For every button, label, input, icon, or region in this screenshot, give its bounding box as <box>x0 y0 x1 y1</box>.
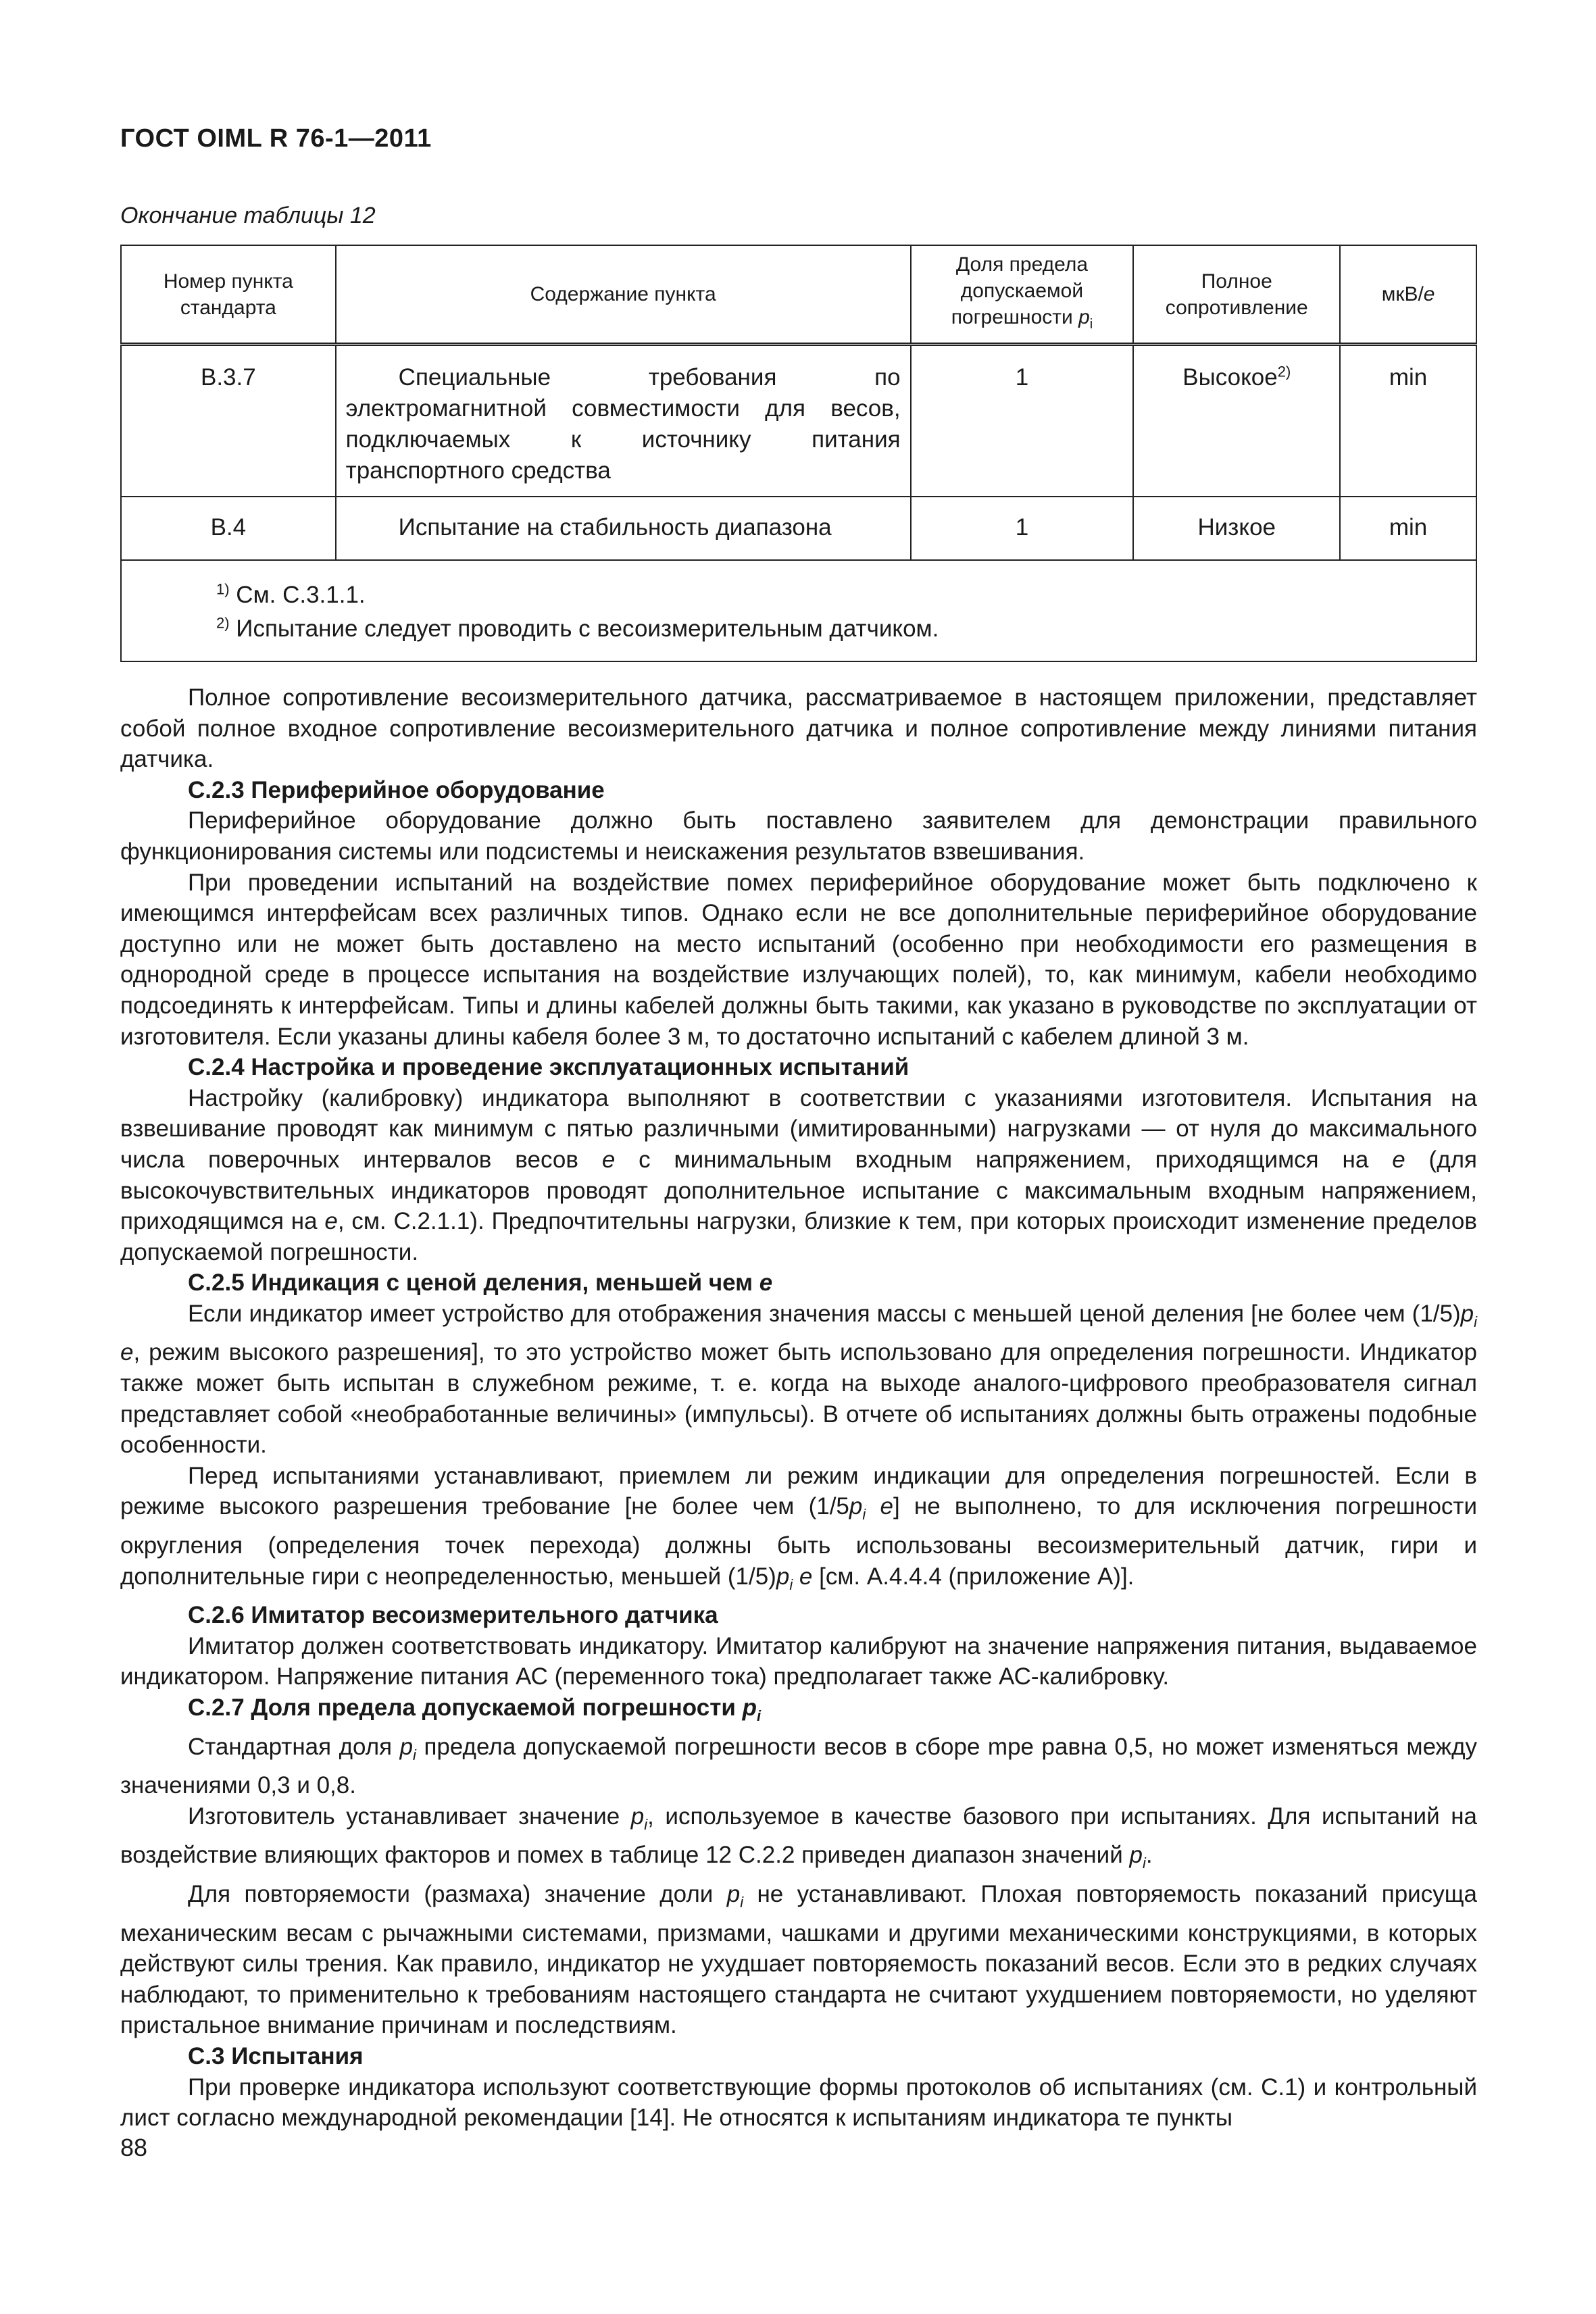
section-heading-c24: С.2.4 Настройка и проведение эксплуатационных испытаний <box>188 1054 909 1081</box>
paragraph: Изготовитель устанавливает значение $p_i$, используемое в качестве базового при испытаниях. Для испытаний на воздействие влияющих факторов и помех в таблице 12 С.2.2 приведен диапазон значений $p_i$. <box>120 1803 1477 1872</box>
cell-share: 1 <box>911 497 1134 560</box>
table-row <box>121 345 1476 497</box>
cell-share: 1 <box>911 345 1134 497</box>
section-heading-c3: С.3 Испытания <box>188 2042 364 2069</box>
section-heading-c27: С.2.7 Доля предела допускаемой погрешности $p_i$ <box>188 1694 762 1724</box>
paragraph: Для повторяемости (размаха) значение доли $p_i$ не устанавливают. Плохая повторяемость показаний присуща механическим весам с рычажными системами, призмами, чашками и другими механическими конструкциями, в которых действуют силы трения. Как правило, индикатор не ухудшает повторяемость показаний весов. Если это в редких случаях наблюдают, то применительно к требованиям настоящего стандарта не считают ухудшением повторяемости, но уделяют пристальное внимание причинам и последствиям. <box>120 1880 1477 2039</box>
paragraph: Периферийное оборудование должно быть поставлено заявителем для демонстрации правильного функционирования системы или подсистемы и неискажения результатов взвешивания. <box>120 807 1477 865</box>
paragraph: При проверке индикатора используют соответствующие формы протоколов об испытаниях (см. С.1) и контрольный лист согласно международной рекомендации [14]. Не относятся к испытаниям индикатора те пункты <box>120 2073 1477 2132</box>
section-heading-c23: С.2.3 Периферийное оборудование <box>188 776 605 803</box>
cell-uv: min <box>1340 345 1476 497</box>
table-footnotes <box>121 560 1476 661</box>
header-clause-content: Содержание пункта <box>336 245 911 345</box>
cell-impedance: Высокое$^{2)}$ <box>1133 345 1340 497</box>
cell-clause: B.4 <box>121 497 336 560</box>
header-uv-per-e: мкВ/e <box>1340 245 1476 345</box>
paragraph: Полное сопротивление весоизмерительного датчика, рассматриваемое в настоящем приложении, представляет собой полное входное сопротивление весоизмерительного датчика и полное сопротивление между линиями питания датчика. <box>120 684 1477 773</box>
body-text <box>120 682 1477 2134</box>
table-header-row <box>121 245 1476 345</box>
footnote-2: $^{2)}$ Испытание следует проводить с весоизмерительным датчиком. <box>216 614 939 642</box>
paragraph: Если индикатор имеет устройство для отображения значения массы с меньшей ценой деления [не более чем $(1/5)p_i$ е, режим высокого разрешения], то это устройство может быть использовано для определения погрешности. Индикатор также может быть испытан в служебном режиме, т. е. когда на выходе аналого-цифрового преобразователя сигнал представляет собой «необработанные величины» (импульсы). В отчете об испытаниях должны быть отражены подобные особенности. <box>120 1300 1477 1459</box>
cell-content: Испытание на стабильность диапазона <box>336 497 911 560</box>
paragraph: Перед испытаниями устанавливают, приемлем ли режим индикации для определения погрешностей. Если в режиме высокого разрешения требование [не более чем ($1/5p_i$ е] не выполнено, то для исключения погрешности округления (определения точек перехода) должны быть использованы весоизмерительный датчик, гири и дополнительные гири с неопределенностью, меньшей $(1/5)p_i$ е [см. А.4.4.4 (приложение А)]. <box>120 1462 1478 1593</box>
header-impedance: Полное сопротивление <box>1133 245 1340 345</box>
section-heading-c26: С.2.6 Имитатор весоизмерительного датчика <box>188 1602 718 1629</box>
page-number: 88 <box>120 2134 148 2161</box>
table-row <box>121 497 1476 560</box>
header-error-share: Доля предела допускаемой погрешности $p_i$ <box>911 245 1134 345</box>
cell-clause: B.3.7 <box>121 345 336 497</box>
table-caption: Окончание таблицы 12 <box>120 203 376 228</box>
cell-impedance: Низкое <box>1133 497 1340 560</box>
paragraph: Стандартная доля $p_i$ предела допускаемой погрешности весов в сборе mpe равна 0,5, но может изменяться между значениями 0,3 и 0,8. <box>120 1733 1477 1799</box>
section-heading-c25: С.2.5 Индикация с ценой деления, меньшей чем е <box>188 1269 773 1297</box>
document-header: ГОСТ OIML R 76-1—2011 <box>120 124 432 153</box>
paragraph: Настройку (калибровку) индикатора выполняют в соответствии с указаниями изготовителя. Испытания на взвешивание проводят как минимум с пятью различными (имитированными) нагрузками — от нуля до максимального числа поверочных интервалов весов е с минимальным входным напряжением, приходящимся на е (для высокочувствительных индикаторов проводят дополнительное испытание с максимальным входным напряжением, приходящимся на е, см. С.2.1.1). Предпочтительны нагрузки, близкие к тем, при которых происходит изменение пределов допускаемой погрешности. <box>120 1084 1477 1265</box>
cell-uv: min <box>1340 497 1476 560</box>
cell-content: Специальные требования по электромагнитной совместимости для весов, подключаемых к источнику питания транспортного средства <box>336 345 911 497</box>
table-12-end <box>120 245 1477 662</box>
paragraph: При проведении испытаний на воздействие помех периферийное оборудование может быть подключено к имеющимся интерфейсам всех различных типов. Однако если не все дополнительные периферийное оборудование доступно или не может быть доставлено на место испытаний (особенно при необходимости его размещения в однородной среде в процессе испытания на воздействие излучающих полей), то, как минимум, кабели необходимо подсоединять к интерфейсам. Типы и длины кабелей должны быть такими, как указано в руководстве по эксплуатации от изготовителя. Если указаны длины кабеля более 3 м, то достаточно испытаний с кабелем длиной 3 м. <box>120 869 1477 1050</box>
footnote-ref: 2) <box>1277 363 1291 380</box>
footnote-1: $^{1)}$ См. С.3.1.1. <box>216 580 366 608</box>
header-clause-number: Номер пункта стандарта <box>121 245 336 345</box>
paragraph: Имитатор должен соответствовать индикатору. Имитатор калибруют на значение напряжения питания, выдаваемое индикатором. Напряжение питания АС (переменного тока) предполагает также АС-калибровку. <box>120 1632 1477 1690</box>
table-footnotes-row <box>121 560 1476 661</box>
